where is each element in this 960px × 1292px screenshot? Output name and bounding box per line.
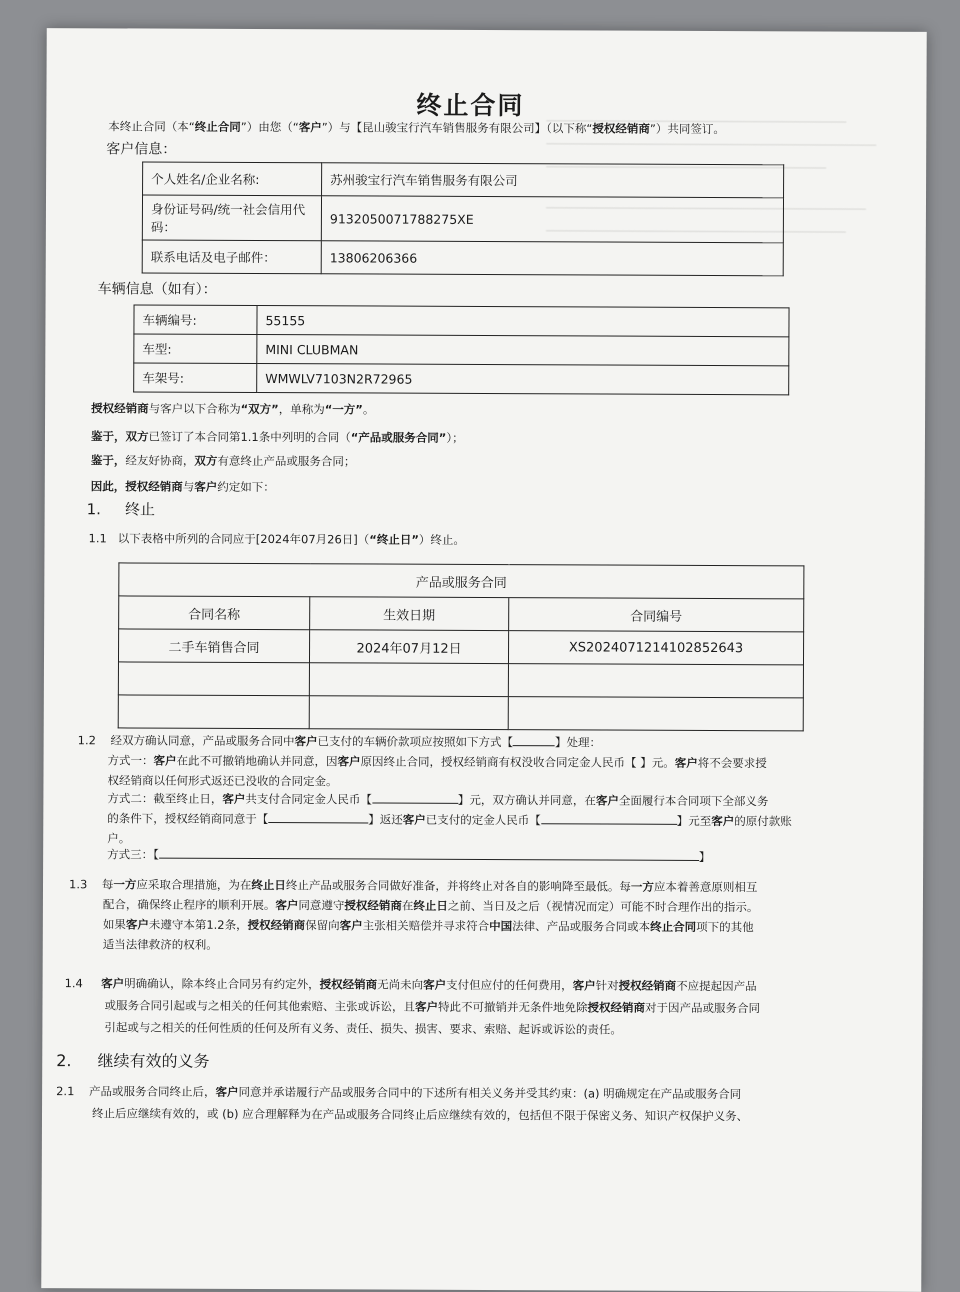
table-row: [134, 363, 789, 395]
clause-1-2-option1: 方式一：客户在此不可撤销地确认并同意，因客户原因终止合同，授权经销商有权没收合同定金人民币【 】元。客户将不会要求授 权经销商以任何形式返还已没收的合同定金。: [107, 753, 767, 789]
table-row: [142, 240, 783, 276]
section-1-heading: 1. 终止: [86, 500, 156, 519]
cell-empty: [118, 695, 309, 729]
customer-info-heading: 客户信息：: [106, 141, 177, 158]
customer-name-value: 苏州骏宝行汽车销售服务有限公司: [322, 163, 784, 198]
table-row: [143, 162, 784, 198]
customer-id-label: 身份证号码/统一社会信用代码：: [142, 195, 321, 241]
recital-whereas-1: 鉴于，双方已签订了本合同第1.1条中列明的合同（“产品或服务合同”）；: [90, 429, 464, 445]
vehicle-number-label: 车辆编号:: [134, 305, 257, 335]
customer-contact-value: 13806206366: [321, 241, 783, 276]
table-row: [119, 563, 804, 599]
table-row: [142, 195, 783, 243]
customer-name-label: 个人姓名/企业名称:: [143, 162, 322, 196]
cell-empty: [118, 662, 309, 696]
customer-info-table: [142, 162, 784, 277]
vehicle-number-value: 55155: [257, 306, 789, 337]
customer-id-value: 91320500717882​75XE: [321, 196, 783, 243]
cell-effective-date: 2024年07月12日: [309, 630, 508, 664]
product-table-caption: 产品或服务合同: [119, 563, 804, 599]
cell-empty: [508, 697, 803, 731]
vehicle-vin-value: WMWLV7103N2R72965: [257, 364, 789, 395]
clause-1-3: 1.3 每一方应采取合理措施，为在终止日终止产品或服务合同做好准备，并将终止对各自的影响降至最低。每一方应本着善意原则相互 配合，确保终止程序的顺利开展。客户同意遵守授权经销商在终止日之前、当日及之后（视情况而定）可能不时合理作出的指示。 如果客户未遵守本第1.2条，授权经销商保留向客户主张相关赔偿并寻求符合中国法律、产品或服务合同或本终止合同项下的其他 适当法律救济的权利。: [68, 877, 759, 952]
table-row: [134, 305, 789, 337]
header-effective-date: 生效日期: [310, 597, 509, 631]
header-contract-number: 合同编号: [509, 598, 804, 632]
customer-contact-label: 联系电话及电子邮件：: [142, 240, 321, 274]
header-contract-name: 合同名称: [119, 596, 310, 630]
contract-page: [41, 28, 926, 1292]
document-title: 终止合同: [416, 90, 525, 121]
recital-parties: 授权经销商与客户以下合称为“双方”，单称为“一方”。: [91, 401, 375, 417]
vehicle-info-heading: 车辆信息（如有）：: [97, 281, 217, 298]
cell-contract-name: 二手车销售合同: [118, 629, 309, 663]
table-row: [119, 596, 804, 632]
vehicle-model-value: MINI CLUBMAN: [257, 335, 789, 366]
clause-2-1: 2.1 产品或服务合同终止后，客户同意并承诺履行产品或服务合同中的下述所有相关义务并受其约束：(a) 明确规定在产品或服务合同 终止后应继续有效的，或 (b) 应合理解释为在产品或服务合同终止后应继续有效的，包括但不限于保密义务、知识产权保护义务、: [56, 1084, 749, 1124]
cell-empty: [309, 696, 508, 730]
table-row: [118, 629, 803, 665]
clause-1-1: 1.1 以下表格中所列的合同应于[2024年07月26日]（“终止日”）终止。: [88, 531, 465, 547]
cell-contract-number: XS20240712141028526​43: [508, 631, 803, 665]
clause-1-2-line1: 1.2 经双方确认同意，产品或服务合同中客户已支付的车辆价款项应按照如下方式【 】处理：: [77, 733, 602, 750]
recital-whereas-2: 鉴于，经友好协商，双方有意终止产品或服务合同；: [90, 453, 356, 469]
intro-paragraph: 本终止合同（本“终止合同”）由您（“客户”）与【昆山骏宝行汽车销售服务有限公司】（以下称“授权经销商”）共同签订。: [108, 119, 725, 137]
vehicle-model-label: 车型:: [134, 334, 257, 364]
clause-1-4: 1.4 客户明确确认，除本终止合同另有约定外，授权经销商无尚未向客户支付但应付的任何费用，客户针对授权经销商不应提起因产品 或服务合同引起或与之相关的任何其他索赔、主张或诉讼，且客户特此不可撤销并无条件地免除授权经销商对于因产品或服务合同 引起或与之相关的任何性质的任何及所有义务、责任、损失、损害、要求、索赔、起诉或诉讼的责任。: [64, 976, 761, 1037]
vehicle-vin-label: 车架号:: [134, 363, 257, 393]
clause-1-2-option3: 方式三：【 】: [107, 847, 711, 864]
cell-empty: [508, 664, 803, 698]
table-row: [118, 662, 803, 698]
recital-therefore: 因此，授权经销商与客户约定如下：: [90, 479, 275, 495]
cell-empty: [309, 663, 508, 697]
product-contract-table: [118, 562, 805, 731]
table-row: [134, 334, 789, 366]
table-row: [118, 695, 803, 731]
section-2-heading: 2. 继续有效的义务: [56, 1051, 210, 1071]
vehicle-info-table: [133, 304, 789, 395]
clause-1-2-option2: 方式二：截至终止日，客户共支付合同定金人民币【 】元，双方确认并同意，在客户全面履行本合同项下全部义务 的条件下，授权经销商同意于【 】返还客户已支付的定金人民币【 】元至客户的原付款账 户。: [107, 791, 792, 846]
